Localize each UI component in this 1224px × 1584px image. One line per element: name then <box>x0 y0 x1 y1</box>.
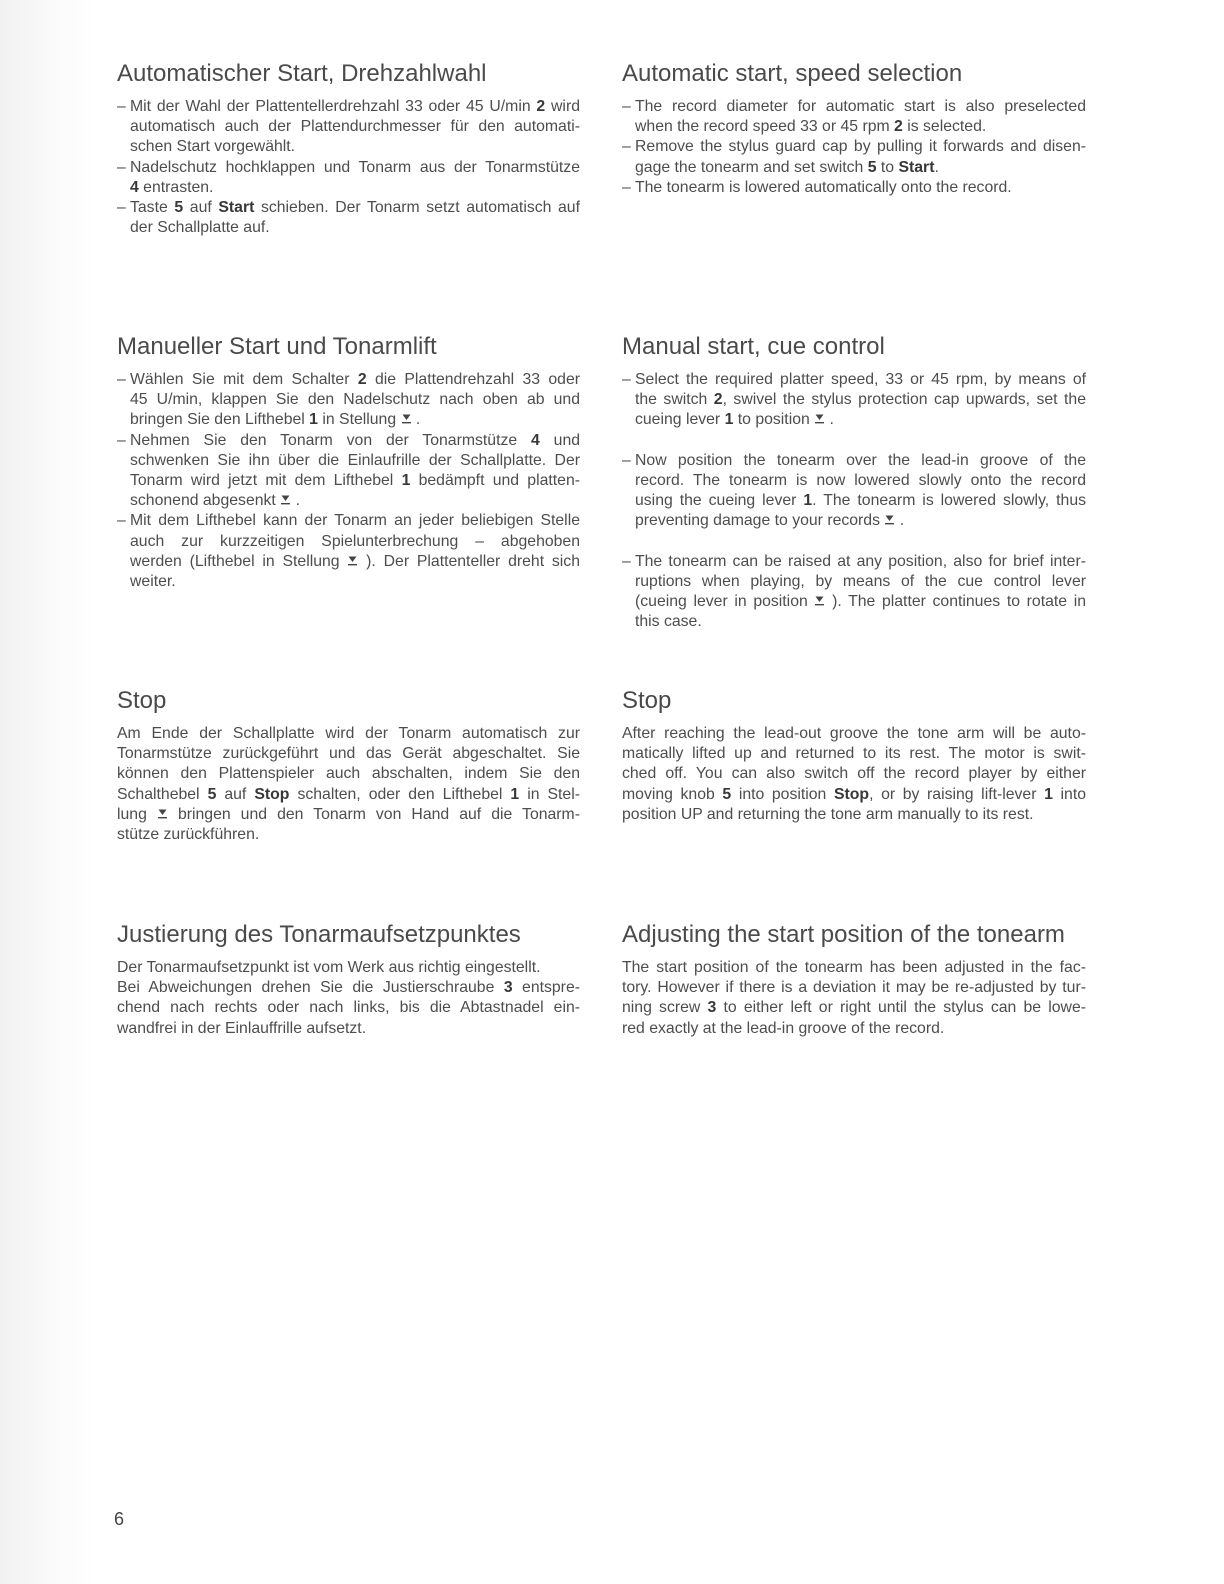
cue-lever-position-icon <box>157 808 168 820</box>
list-item <box>622 137 1086 177</box>
text-line <box>130 572 580 592</box>
text-segment: können den Plattenspieler auch abschalten, indem Sie den <box>117 765 580 783</box>
text-segment: the switch <box>635 391 714 409</box>
text-line <box>635 471 1086 491</box>
text-segment: auf <box>183 199 219 217</box>
text-segment: Nehmen Sie den Tonarm von der Tonarmstütze <box>130 431 532 449</box>
text-line <box>635 552 1086 572</box>
text-segment: weiter. <box>130 573 176 591</box>
text-segment: , swivel the stylus protection cap upwards, set the <box>722 391 1086 409</box>
section-body <box>622 724 1086 825</box>
section-body <box>622 370 1086 633</box>
bold-reference: 4 <box>130 178 139 196</box>
bold-reference: Start <box>218 199 255 217</box>
text-segment: stütze zurückführen. <box>117 826 260 844</box>
text-segment: Remove the stylus guard cap by pulling it forwards and disen- <box>635 138 1086 156</box>
text-segment: schonend abgesenkt <box>130 492 281 510</box>
bold-reference: Stop <box>254 785 290 803</box>
text-segment: . The tonearm is lowered slowly, thus <box>812 492 1086 510</box>
section-body <box>117 370 580 592</box>
bold-reference: 1 <box>510 785 520 803</box>
cue-lever-position-icon <box>814 595 825 607</box>
bold-reference: 1 <box>309 411 318 429</box>
text-line <box>635 592 1086 612</box>
text-line <box>635 410 1086 430</box>
text-line <box>635 451 1086 471</box>
text-line <box>130 511 580 531</box>
text-line <box>130 97 580 117</box>
text-line <box>622 724 1086 744</box>
text-segment: chend nach rechts oder nach links, bis die Abtastnadel ein- <box>117 999 580 1017</box>
text-line <box>635 158 1086 178</box>
text-line <box>635 612 1086 632</box>
text-line <box>130 158 580 178</box>
bold-reference: 2 <box>357 371 367 388</box>
text-line <box>622 744 1086 764</box>
section-heading: Adjusting the start position of the tonearm <box>622 921 1065 948</box>
text-segment: red exactly at the lead-in groove of the record. <box>622 1019 945 1037</box>
section-manual-start-de <box>117 333 580 592</box>
list-marker: – <box>117 512 126 530</box>
text-line <box>130 532 580 552</box>
text-segment: auch zur kurzzeitigen Spielunterbrechung – abgehoben <box>130 532 580 550</box>
text-line <box>622 998 1086 1018</box>
list-marker: – <box>117 371 126 388</box>
text-segment: . <box>291 492 300 510</box>
text-line <box>635 137 1086 157</box>
text-line <box>117 764 580 784</box>
list-marker: – <box>117 199 126 217</box>
section-adjustment-de <box>117 921 580 1039</box>
text-line <box>622 805 1086 825</box>
text-segment: 45 U/min, klappen Sie den Nadelschutz nach oben ab und <box>130 391 580 409</box>
text-line <box>635 491 1086 511</box>
text-line <box>117 998 580 1018</box>
section-body <box>622 958 1086 1039</box>
text-segment: The tonearm can be raised at any position, also for brief inter- <box>635 552 1086 570</box>
text-line <box>117 958 580 978</box>
text-segment: Taste <box>130 199 175 217</box>
text-line <box>117 825 580 845</box>
bold-reference: 1 <box>1044 785 1053 803</box>
paragraph <box>117 978 580 1039</box>
text-segment: schalten, oder den Lifthebel <box>289 785 511 803</box>
cue-lever-position-icon <box>280 494 291 506</box>
list-marker: – <box>117 431 126 449</box>
text-segment: in Stellung <box>317 411 401 429</box>
text-segment: Nadelschutz hochklappen und Tonarm aus der Tonarmstütze <box>130 158 580 176</box>
cue-lever-position-icon <box>401 413 412 425</box>
bold-reference: 2 <box>536 98 546 115</box>
text-segment: . <box>934 158 939 176</box>
text-line <box>117 805 580 825</box>
text-segment: into position <box>731 785 834 803</box>
section-stop-de <box>117 687 580 845</box>
text-segment: when the record speed 33 or 45 rpm <box>635 118 895 136</box>
text-line <box>622 1019 1086 1039</box>
text-segment: Select the required platter speed, 33 or 45 rpm, by means of <box>635 371 1086 388</box>
text-line <box>117 978 580 998</box>
text-segment: Tonarmstütze zurückgeführt und das Gerät abgeschaltet. Sie <box>117 745 580 763</box>
text-segment: . <box>411 411 421 429</box>
list-item <box>117 511 580 592</box>
list-item <box>622 97 1086 137</box>
bold-reference: Stop <box>833 785 870 803</box>
paragraph <box>117 724 580 845</box>
text-line <box>130 491 580 511</box>
text-line <box>635 117 1086 137</box>
text-line <box>130 471 580 491</box>
text-segment: wandfrei in der Einlauffrille aufsetzt. <box>117 1019 367 1037</box>
text-segment: entrasten. <box>138 178 214 196</box>
text-line <box>130 117 580 137</box>
text-segment: der Schallplatte auf. <box>130 219 270 237</box>
text-segment: The tonearm is lowered automatically onto the record. <box>635 178 1012 196</box>
text-line <box>130 410 580 430</box>
text-segment: to position <box>733 411 815 429</box>
text-line <box>130 552 580 572</box>
bold-reference: 3 <box>503 979 513 997</box>
text-segment: schen Start vorgewählt. <box>130 138 296 156</box>
text-line <box>635 97 1086 117</box>
text-line <box>130 451 580 471</box>
text-segment: werden (Lifthebel in Stellung <box>130 552 348 570</box>
bold-reference: 2 <box>894 118 903 136</box>
list-item <box>622 552 1086 633</box>
bold-reference: 5 <box>174 199 184 217</box>
text-segment: in Stel- <box>519 785 580 803</box>
section-heading: Manual start, cue control <box>622 333 885 360</box>
section-heading: Stop <box>117 687 167 714</box>
text-segment: Am Ende der Schallplatte wird der Tonarm automatisch zur <box>117 725 580 742</box>
section-heading: Automatic start, speed selection <box>622 60 963 87</box>
text-line <box>117 1019 580 1039</box>
text-segment: cueing lever <box>635 411 725 429</box>
text-segment: Bei Abweichungen drehen Sie die Justierschraube <box>117 979 504 997</box>
list-marker: – <box>117 98 126 115</box>
text-segment: Tonarm wird jetzt mit dem Lifthebel <box>130 472 402 490</box>
text-segment: Der Tonarmaufsetzpunkt ist vom Werk aus richtig eingestellt. <box>117 959 541 976</box>
section-automatic-start-en <box>622 60 1086 198</box>
text-segment: Mit der Wahl der Plattentellerdrehzahl 33 oder 45 U/min <box>130 98 537 115</box>
text-segment: ning screw <box>622 999 708 1017</box>
section-heading: Justierung des Tonarmaufsetzpunktes <box>117 921 521 948</box>
text-line <box>622 764 1086 784</box>
text-line <box>635 511 1086 531</box>
text-segment: auf <box>216 785 255 803</box>
list-item <box>622 178 1086 198</box>
text-segment: . <box>895 512 905 530</box>
bold-reference: 3 <box>707 999 717 1017</box>
text-line <box>635 370 1086 390</box>
text-line <box>622 785 1086 805</box>
text-segment: preventing damage to your records <box>635 512 885 530</box>
text-line <box>130 178 580 198</box>
cue-lever-position-icon <box>884 514 895 526</box>
text-segment: die Plattendrehzahl 33 oder <box>366 371 580 388</box>
text-segment: bringen und den Tonarm von Hand auf die Tonarm- <box>167 805 580 823</box>
text-segment: this case. <box>635 613 702 631</box>
page-number: 6 <box>114 1509 125 1529</box>
text-segment: using the cueing lever <box>635 492 804 510</box>
list-marker: – <box>622 98 631 115</box>
list-marker: – <box>622 451 631 469</box>
bold-reference: 4 <box>531 431 540 449</box>
text-segment: is selected. <box>902 118 987 136</box>
text-segment: matically lifted up and returned to its rest. The motor is swit- <box>622 745 1086 763</box>
list-marker: – <box>622 552 631 570</box>
text-segment: bringen Sie den Lifthebel <box>130 411 310 429</box>
text-segment: . <box>825 411 834 429</box>
list-item <box>622 451 1086 532</box>
text-segment: The start position of the tonearm has been adjusted in the fac- <box>622 959 1086 976</box>
section-automatic-start-de <box>117 60 580 238</box>
text-segment: und <box>539 431 581 449</box>
list-item <box>117 158 580 198</box>
section-stop-en <box>622 687 1086 825</box>
text-line <box>117 785 580 805</box>
paragraph <box>117 958 580 978</box>
text-line <box>130 370 580 390</box>
text-line <box>130 218 580 238</box>
text-segment: Now position the tonearm over the lead-in groove of the <box>635 451 1086 469</box>
text-segment: tory. However if there is a deviation it may be re-adjusted by tur- <box>622 979 1086 997</box>
text-line <box>635 572 1086 592</box>
text-line <box>130 431 580 451</box>
section-heading: Automatischer Start, Drehzahlwahl <box>117 60 487 87</box>
section-manual-start-en <box>622 333 1086 633</box>
text-segment: moving knob <box>622 785 723 803</box>
text-line <box>130 137 580 157</box>
cue-lever-position-icon <box>814 413 825 425</box>
list-marker: – <box>117 158 126 176</box>
text-segment: wird <box>545 98 580 115</box>
list-item <box>117 198 580 238</box>
bold-reference: 5 <box>207 785 217 803</box>
section-adjustment-en <box>622 921 1086 1039</box>
text-segment: automatisch auch der Plattendurchmesser für den automati- <box>130 118 580 136</box>
text-line <box>635 390 1086 410</box>
text-segment: ched off. You can also switch off the record player by either <box>622 765 1086 783</box>
text-segment: The record diameter for automatic start is also preselected <box>635 98 1086 115</box>
text-segment: entspre- <box>512 979 580 997</box>
cue-lever-position-icon <box>347 555 358 567</box>
bold-reference: 1 <box>401 472 411 490</box>
text-segment: , or by raising lift-lever <box>869 785 1045 803</box>
section-body <box>117 958 580 1039</box>
text-segment: schieben. Der Tonarm setzt automatisch auf <box>254 199 580 217</box>
bold-reference: 5 <box>867 158 877 176</box>
bold-reference: 1 <box>724 411 734 429</box>
bold-reference: 2 <box>713 391 723 409</box>
text-line <box>622 958 1086 978</box>
section-body <box>622 97 1086 198</box>
section-body <box>117 724 580 845</box>
text-segment: bedämpft und platten- <box>410 472 580 490</box>
list-marker: – <box>622 178 631 196</box>
list-item <box>117 97 580 158</box>
section-heading: Stop <box>622 687 672 714</box>
text-segment: into <box>1052 785 1086 803</box>
text-segment: record. The tonearm is now lowered slowly onto the record <box>635 472 1086 489</box>
section-heading: Manueller Start und Tonarmlift <box>117 333 437 360</box>
text-segment: ). Der Plattenteller dreht sich <box>358 552 580 570</box>
list-marker: – <box>622 371 631 388</box>
text-segment: lung <box>117 805 157 823</box>
text-segment: Mit dem Lifthebel kann der Tonarm an jeder beliebigen Stelle <box>130 512 580 530</box>
bold-reference: Start <box>898 158 935 176</box>
bold-reference: 5 <box>722 785 732 803</box>
text-segment: After reaching the lead-out groove the tone arm will be auto- <box>622 725 1086 742</box>
text-segment: Schalthebel <box>117 785 208 803</box>
list-item <box>622 370 1086 431</box>
text-line <box>117 724 580 744</box>
paragraph <box>622 958 1086 1039</box>
text-line <box>130 198 580 218</box>
bold-reference: 1 <box>803 492 813 510</box>
text-line <box>622 978 1086 998</box>
text-segment: ruptions when playing, by means of the cue control lever <box>635 573 1086 590</box>
text-line <box>635 178 1086 198</box>
text-segment: to <box>876 158 899 176</box>
section-body <box>117 97 580 238</box>
text-segment: gage the tonearm and set switch <box>635 158 868 176</box>
text-segment: (cueing lever in position <box>635 593 815 611</box>
list-marker: – <box>622 138 631 156</box>
list-item <box>117 370 580 431</box>
text-segment: ). The platter continues to rotate in <box>825 593 1086 611</box>
paragraph <box>622 724 1086 825</box>
text-line <box>130 390 580 410</box>
text-segment: position UP and returning the tone arm manually to its rest. <box>622 805 1034 823</box>
list-item <box>117 431 580 512</box>
text-segment: Wählen Sie mit dem Schalter <box>130 371 358 388</box>
text-segment: schwenken Sie ihn über die Einlaufrille der Schallplatte. Der <box>130 451 580 469</box>
text-line <box>117 744 580 764</box>
text-segment: to either left or right until the stylus can be lowe- <box>716 999 1086 1017</box>
